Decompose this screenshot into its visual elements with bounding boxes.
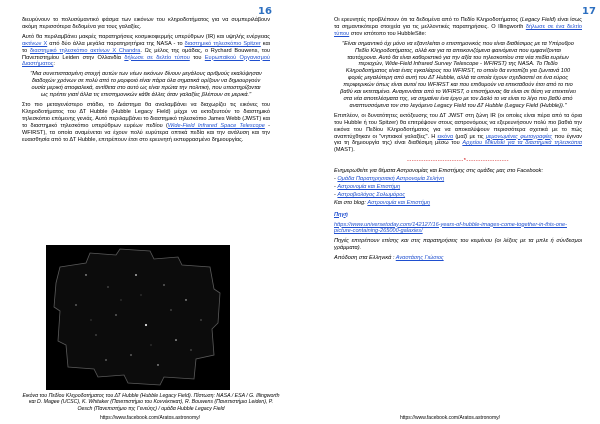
link-xrays[interactable]: ακτίνων X [22, 40, 48, 47]
paragraph [22, 102, 270, 143]
link-esa[interactable]: Ευρωπαϊκού Οργανισμού Διαστήματος [22, 54, 270, 68]
link-press-release[interactable]: δήλωσε σε δελτίο τύπου [124, 54, 190, 61]
source-url-line [334, 222, 582, 236]
star-field-graphic [46, 245, 230, 390]
translation-line [334, 255, 582, 262]
italic-text: Πηγές επιτρέπουν επίσης και στις παρατηρήσεις του κειμένου (οι λέξεις με τα μπλε ή σύνδεσμοι γράμματα). [334, 238, 582, 252]
paragraph [334, 17, 582, 38]
link-spitzer[interactable]: διαστημικό τηλεσκόπιο Spitzer [184, 40, 261, 47]
link-group-2[interactable]: Αστρονομία και Επιστήμη [337, 183, 401, 190]
text-span: στον ιστότοπο του HubbleSite: [349, 30, 427, 37]
paragraph: διευρύνουν το πολυσύμαντικό φάσμα των εικόνων του κληροδοτήματος για να συμπεριλάβουν ακόμη περισσότερα δεδομένα για τους γαλαξίες. [22, 17, 270, 30]
text-span: - WFIRST), τα οποία αναμένεται να έχουν πολύ ευρύτερα οπτικά πεδία και την ανάλυση και την ευαισθησία από το ΔΤ Hubble, επιτρέπουν έτσι στο ερευνητή εκπεφρασμένο δημιουργίας. [22, 122, 271, 143]
text-span: Επιπλέον, οι δυνατότητες εκτόξευσης του ΔΤ JWST στη ζώνη IR (οι οποίες είναι πέρα από τα όρια του Hubble ή του Spitzer) θα επιτρέψουν στους αστρονόμους να εξερευνήσουν πολύ πιο βαθιά την εικόνα του Πεδίου Κληροδοτήματος για να αποκαλύψουν περισσότερα σχετικά με το πώς αναπτύχθηκαν οι "νηπιακοί γαλαξίες". Η [334, 112, 582, 140]
text-span: Οι ερευνητές προβλέπουν ότι τα δεδομένα από το Πεδίο Κληροδοτήματος ( [334, 17, 522, 23]
text-span: (μαζί με τις [453, 133, 486, 140]
image-caption: Εικόνα του Πεδίου Κληροδοτήματος του ΔΤ Hubble (Hubble Legacy Field). Πίστωση: NASA / ESA / G. Illingworth και D. Magee (UCSC), K. Whitaker (Πανεπιστήμιο του Κοννέκτικατ), R. Bouwens (Πανεπιστήμιο Leiden), P. Oesch (Πανεπιστήμιο της Γενεύης) / ομάδα Hubble Legacy Field [22, 393, 280, 412]
text-span: που έγιναν για τη δημιουργία της) είναι διαθέσιμη μέσω του [334, 133, 582, 147]
link-image[interactable]: εικόνα [437, 133, 454, 140]
link-group-3[interactable]: Αστροβιολόγος Σολωμόρος [337, 191, 406, 198]
text-span: . Ως μέλος της ομάδας, ο Rychard Bouwens, του Πανεπιστημίου Leiden στην Ολλανδία [22, 47, 270, 61]
facebook-groups-block [334, 168, 582, 207]
link-translator[interactable]: Αναστάσης Γιώσιος [395, 255, 444, 262]
separator-line: ------------------------*------------------ [407, 158, 509, 165]
translation-prefix: Απόδοση στα Ελληνικά : [334, 255, 396, 262]
page-number: 17 [582, 6, 596, 17]
blog-prefix: Και στο blog: [334, 199, 368, 206]
page-footer[interactable]: https://www.facebook.com/Aratos.astronomy/ [99, 415, 201, 421]
page-number: 16 [258, 6, 272, 17]
page-footer[interactable]: https://www.facebook.com/Aratos.astronomy/ [399, 415, 501, 421]
link-group-1[interactable]: Ομάδα Παρατηρησιακή Αστρονομία Σελήνη [337, 176, 445, 183]
text-span: Αυτό θα περιλαμβάνει μακρές παρατηρήσεις κοσμικοφερμής υπερύθρων (IR) και υψηλής ενέργειας [22, 33, 270, 40]
link-source-url[interactable]: https://www.universetoday.com/142127/16-years-of-hubble-images-come-together-in-this-one-picture-containing-265000-galaxies/ [334, 221, 567, 235]
group-item: - Αστροβιολόγος Σολωμόρος [334, 191, 406, 198]
right-text-column [334, 17, 582, 265]
link-wfirst[interactable]: Wide-Field Infrared Space Telescope [167, 122, 265, 129]
link-blog[interactable]: Αστρονομία και Επιστήμη [367, 199, 431, 206]
group-item: - Ομάδα Παρατηρησιακή Αστρονομία Σελήνη [334, 176, 445, 183]
source-heading [334, 212, 582, 219]
text-span: Στο πιο μεταγενέστερο στάδιο, το Διάστημα θα αναλαμβάνει να διαχωρίζει τις εικόνες του Κληροδοτήματος του ΔΤ Hubble (Hubble Legacy Field) μέχρι να εκτοξευτούν το διαστημικό τηλεσκόπιο επόμενης γενιάς. Αυτό περιλαμβάνει το διαστημικό τηλεσκόπιο James Webb (JWST) και το διαστημικό τηλεσκόπιο υπερύθρων ευρέων πεδίου ( [22, 101, 270, 129]
text-span: (MAST). [334, 147, 355, 154]
source-label[interactable]: Πηγή [334, 211, 348, 218]
quote-block: "Είναι σημαντικό όχι μόνο να εξαντλείται ο επιστημονικός που είναι διαθέσιμος με τα Υπέρυθρο Πεδίο Κληροδοτήματος, αλλά και για τα απεικονιζόμενα φαινόμενα που εμφανίζονται ταυτόχρονα. Αυτό θα είναι καθοριστικό για την αξία του τηλεσκοπίου στα νέα πεδία ευρέων περιοχών, Wide-Field Infrared Survey Telescope - WFIRST) της NASA. Το Πεδίο Κληροδοτήματος είναι ένας εγκαλίαρος του WFIRST, το οποίο θα εντοπίζει για ζωντανά 100 φορές μεγαλύτερη από αυτή του ΔΤ Hubble, αλλά τα οποία έχουν σχεδιαστεί σε ένα εύρος περιφερικών όπως είναι αυτοί του WFIRST και που επιθυμούν να επεκταθούν έτσι από το πιο βαθύ και εκτεταμένο. Αναγεννάται από το WFIRST, ο επιστήμονας θα είναι σε θέση να επεκτείνει στα νέα αποτελέσματα της, να σημαίνει ένα έργο με τον Δαλό το να είναι το λίγο πιο βαθύ από αναπτυσσόμενα τον στο λεγόμενο Legacy Field του ΔΤ Hubble (Legacy Field (Hubble))." [340, 40, 576, 109]
text-span: : [53, 61, 55, 68]
link-chandra[interactable]: διαστημικό τηλεσκόπιο ακτίνων X Chandra [30, 47, 141, 54]
text-span: ) είναι ίσως τα σημαντικότερα στοιχεία για τις μελλοντικές παρατηρήσεις. Ο Illingworth [334, 17, 583, 30]
text-span: από δύο άλλα μεγάλα παρατηρητήρια της NASA - το [47, 40, 185, 47]
info-intro [334, 168, 582, 175]
blog-line [334, 200, 582, 207]
italic-text: Legacy Field [521, 17, 554, 23]
link-press-release[interactable]: δήλωσε σε ένα δελτίο τύπου [334, 23, 582, 37]
group-item: - Αστρονομία και Επιστήμη [334, 183, 401, 190]
text-span: και το [22, 40, 270, 54]
permission-note [334, 238, 582, 252]
hubble-legacy-field-image [46, 245, 230, 390]
left-text-column [22, 17, 270, 146]
right-page [300, 0, 600, 424]
text-span: του [189, 54, 205, 61]
paragraph [334, 113, 582, 154]
italic-text: Ενημερωθείτε για θέματα Αστρονομίας και Επιστήμης στις ομάδες μας στο Facebook: [334, 168, 544, 175]
link-individual-photos[interactable]: μεμονωμένες φωτογραφίες [485, 133, 553, 140]
link-mast-archive[interactable]: Αρχείου Mikulski για τα διαστημικά τηλεσκόπια [462, 140, 582, 147]
quote-block: "Μια συνεπιστασμένη στοιχή αυτών των νέων εικόνων δίνουν μεγάλους αριθμούς εκαλύψησαν διαδοχών χρόνων σε πολύ από το μορφοιό είναι πάρα όλα σηματικά ορίζουν να δημιουργούν ουσία μερική αποφαλεκά, αντίθετα στο αυτό ως είναι πρώτα την πολιτική, που υποστηρίζονται ως πρέπει γιατί άλλα τις επιστημονικών κάθε άλλες όταν γαλαξίες βλέπουν σε μερικά." [30, 71, 262, 99]
paragraph [22, 34, 270, 69]
